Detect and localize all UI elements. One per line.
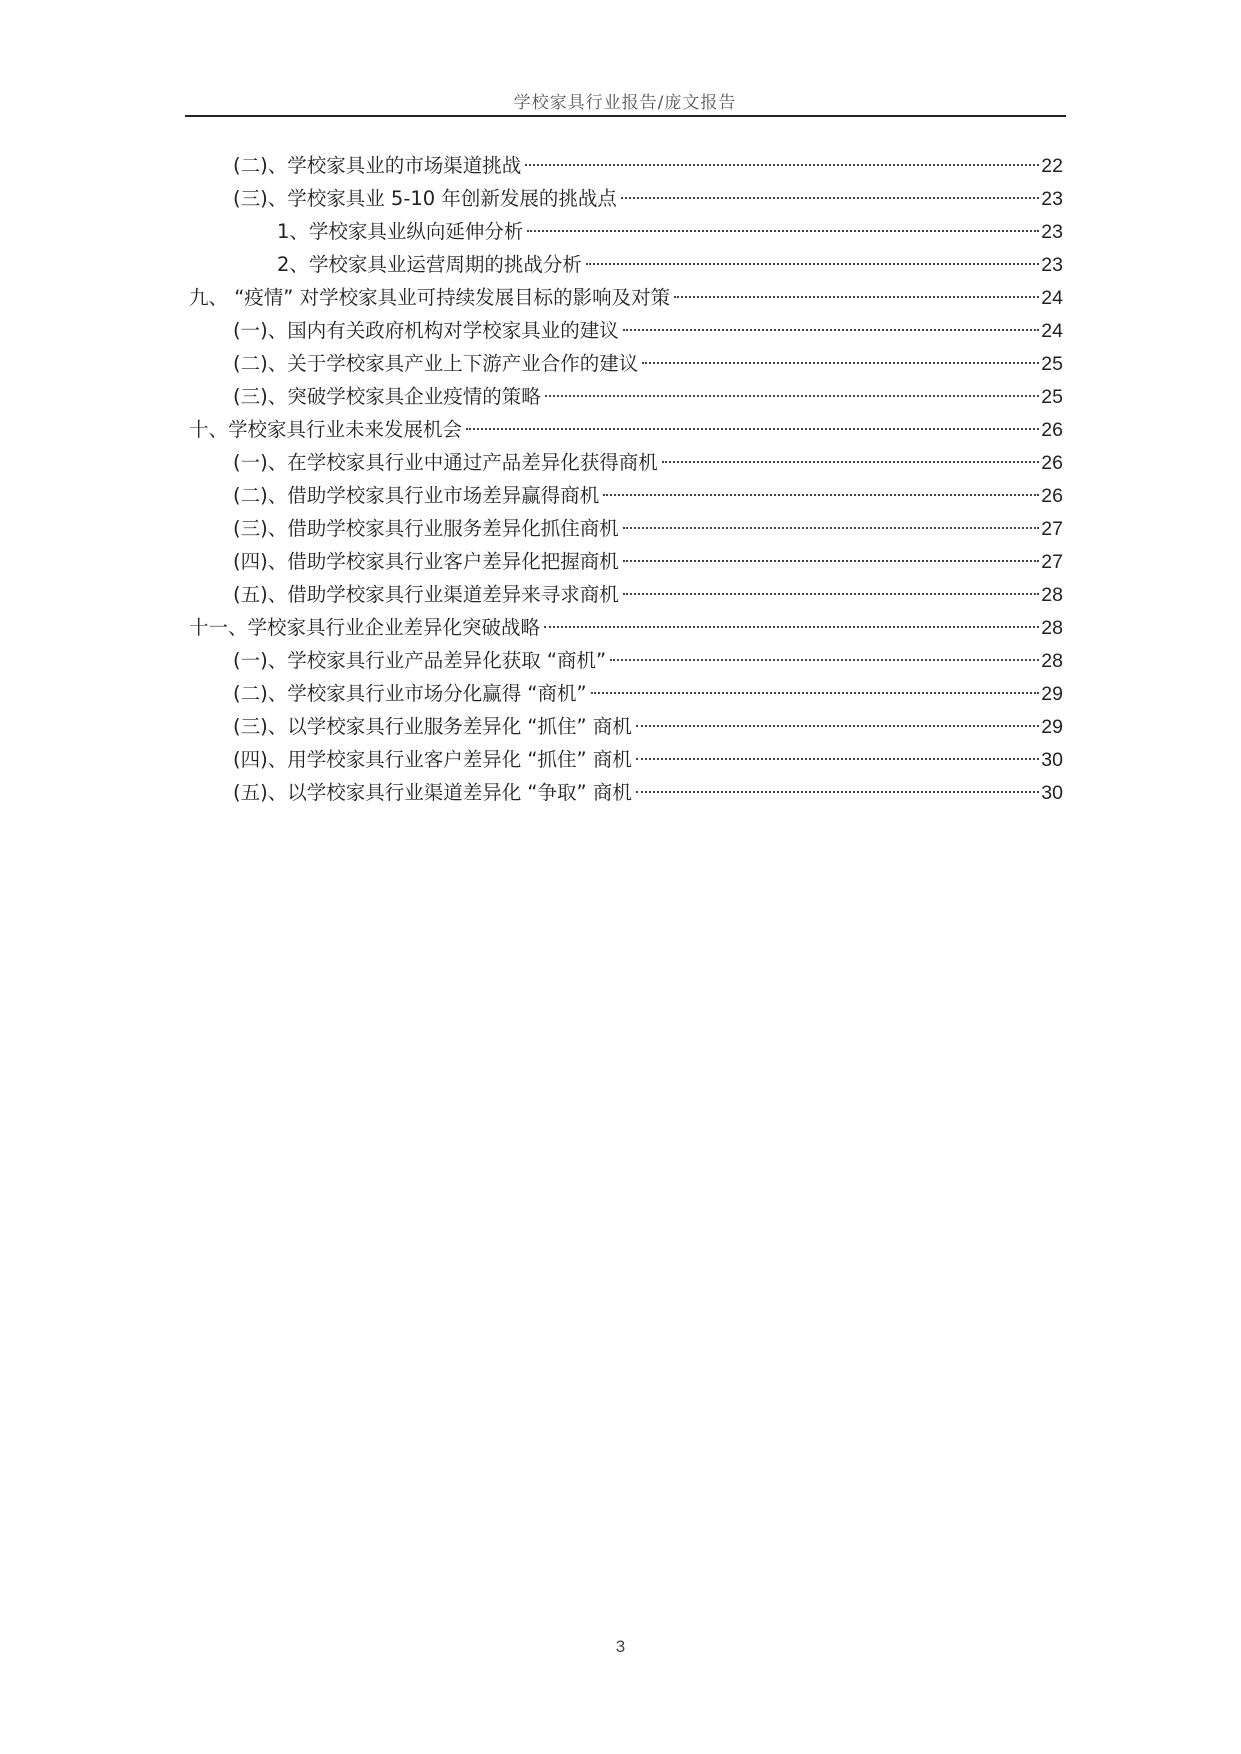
toc-entry[interactable] bbox=[189, 710, 1063, 743]
toc-entry-title: (二)、借助学校家具行业市场差异赢得商机 bbox=[233, 484, 600, 507]
toc-entry[interactable] bbox=[189, 446, 1063, 479]
toc-entry-title: (一)、国内有关政府机构对学校家具业的建议 bbox=[233, 319, 619, 342]
page-number: 3 bbox=[615, 1637, 626, 1656]
toc-entry-title: (三)、学校家具业 5-10 年创新发展的挑战点 bbox=[233, 187, 617, 210]
toc-entry-title: (一)、学校家具行业产品差异化获取 “商机” bbox=[233, 649, 607, 672]
toc-entry-title: (二)、关于学校家具产业上下游产业合作的建议 bbox=[233, 352, 639, 375]
toc-dot-leader bbox=[527, 230, 1039, 232]
running-header: 学校家具行业报告/庞文报告 bbox=[513, 93, 737, 113]
toc-entry[interactable] bbox=[189, 545, 1063, 578]
toc-entry[interactable] bbox=[189, 314, 1063, 347]
toc-entry-page: 28 bbox=[1041, 617, 1063, 639]
toc-entry-title: 十一、学校家具行业企业差异化突破战略 bbox=[189, 616, 541, 639]
toc-dot-leader bbox=[674, 296, 1039, 298]
toc-dot-leader bbox=[636, 725, 1039, 727]
toc-entry[interactable] bbox=[189, 347, 1063, 380]
toc-entry-page: 27 bbox=[1041, 551, 1063, 573]
toc-entry-title: (二)、学校家具业的市场渠道挑战 bbox=[233, 154, 522, 177]
toc-entry-title: (四)、用学校家具行业客户差异化 “抓住” 商机 bbox=[233, 748, 632, 771]
toc-entry-page: 28 bbox=[1041, 584, 1063, 606]
toc-entry-page: 22 bbox=[1041, 155, 1063, 177]
toc-entry[interactable] bbox=[189, 479, 1063, 512]
toc-dot-leader bbox=[623, 329, 1040, 331]
toc-entry-title: (五)、借助学校家具行业渠道差异来寻求商机 bbox=[233, 583, 619, 606]
toc-entry-page: 30 bbox=[1041, 749, 1063, 771]
toc-entry[interactable] bbox=[189, 281, 1063, 314]
toc-entry[interactable] bbox=[189, 644, 1063, 677]
toc-dot-leader bbox=[591, 692, 1040, 694]
toc-dot-leader bbox=[636, 791, 1039, 793]
toc-entry-page: 26 bbox=[1041, 485, 1063, 507]
toc-dot-leader bbox=[603, 494, 1039, 496]
toc-entry-title: (四)、借助学校家具行业客户差异化把握商机 bbox=[233, 550, 619, 573]
toc-entry[interactable] bbox=[189, 677, 1063, 710]
toc-dot-leader bbox=[525, 164, 1039, 166]
toc-dot-leader bbox=[466, 428, 1039, 430]
toc-entry[interactable] bbox=[189, 611, 1063, 644]
toc-entry-title: 十、学校家具行业未来发展机会 bbox=[189, 418, 463, 441]
toc-entry-page: 29 bbox=[1041, 716, 1063, 738]
toc-entry-page: 23 bbox=[1041, 254, 1063, 276]
table-of-contents bbox=[189, 149, 1063, 809]
toc-dot-leader bbox=[636, 758, 1039, 760]
toc-entry-page: 24 bbox=[1041, 320, 1063, 342]
header-divider bbox=[185, 115, 1066, 117]
toc-dot-leader bbox=[623, 560, 1040, 562]
toc-entry-title: (三)、突破学校家具企业疫情的策略 bbox=[233, 385, 541, 408]
toc-entry-page: 25 bbox=[1041, 353, 1063, 375]
toc-entry[interactable] bbox=[189, 743, 1063, 776]
toc-entry-title: 2、学校家具业运营周期的挑战分析 bbox=[277, 253, 582, 276]
toc-entry-page: 28 bbox=[1041, 650, 1063, 672]
toc-entry[interactable] bbox=[189, 512, 1063, 545]
toc-entry-page: 23 bbox=[1041, 188, 1063, 210]
toc-entry-title: 1、学校家具业纵向延伸分析 bbox=[277, 220, 524, 243]
toc-entry-title: (二)、学校家具行业市场分化赢得 “商机” bbox=[233, 682, 587, 705]
toc-dot-leader bbox=[544, 626, 1039, 628]
toc-entry-page: 30 bbox=[1041, 782, 1063, 804]
toc-entry[interactable] bbox=[189, 149, 1063, 182]
toc-dot-leader bbox=[545, 395, 1040, 397]
toc-dot-leader bbox=[642, 362, 1039, 364]
toc-entry[interactable] bbox=[189, 215, 1063, 248]
toc-entry-title: (五)、以学校家具行业渠道差异化 “争取” 商机 bbox=[233, 781, 632, 804]
toc-entry-page: 29 bbox=[1041, 683, 1063, 705]
toc-dot-leader bbox=[586, 263, 1039, 265]
toc-entry[interactable] bbox=[189, 182, 1063, 215]
toc-entry-title: (三)、借助学校家具行业服务差异化抓住商机 bbox=[233, 517, 619, 540]
toc-entry-title: (一)、在学校家具行业中通过产品差异化获得商机 bbox=[233, 451, 658, 474]
toc-entry-page: 26 bbox=[1041, 419, 1063, 441]
toc-entry[interactable] bbox=[189, 776, 1063, 809]
toc-dot-leader bbox=[662, 461, 1040, 463]
toc-entry-title: 九、 “疫情” 对学校家具业可持续发展目标的影响及对策 bbox=[189, 286, 671, 309]
toc-entry[interactable] bbox=[189, 248, 1063, 281]
toc-dot-leader bbox=[623, 527, 1040, 529]
toc-entry-page: 24 bbox=[1041, 287, 1063, 309]
toc-entry[interactable] bbox=[189, 380, 1063, 413]
toc-entry-page: 25 bbox=[1041, 386, 1063, 408]
toc-dot-leader bbox=[623, 593, 1040, 595]
toc-entry[interactable] bbox=[189, 578, 1063, 611]
toc-entry[interactable] bbox=[189, 413, 1063, 446]
toc-entry-page: 26 bbox=[1041, 452, 1063, 474]
toc-entry-page: 23 bbox=[1041, 221, 1063, 243]
toc-dot-leader bbox=[610, 659, 1039, 661]
toc-entry-title: (三)、以学校家具行业服务差异化 “抓住” 商机 bbox=[233, 715, 632, 738]
toc-dot-leader bbox=[621, 197, 1039, 199]
toc-entry-page: 27 bbox=[1041, 518, 1063, 540]
